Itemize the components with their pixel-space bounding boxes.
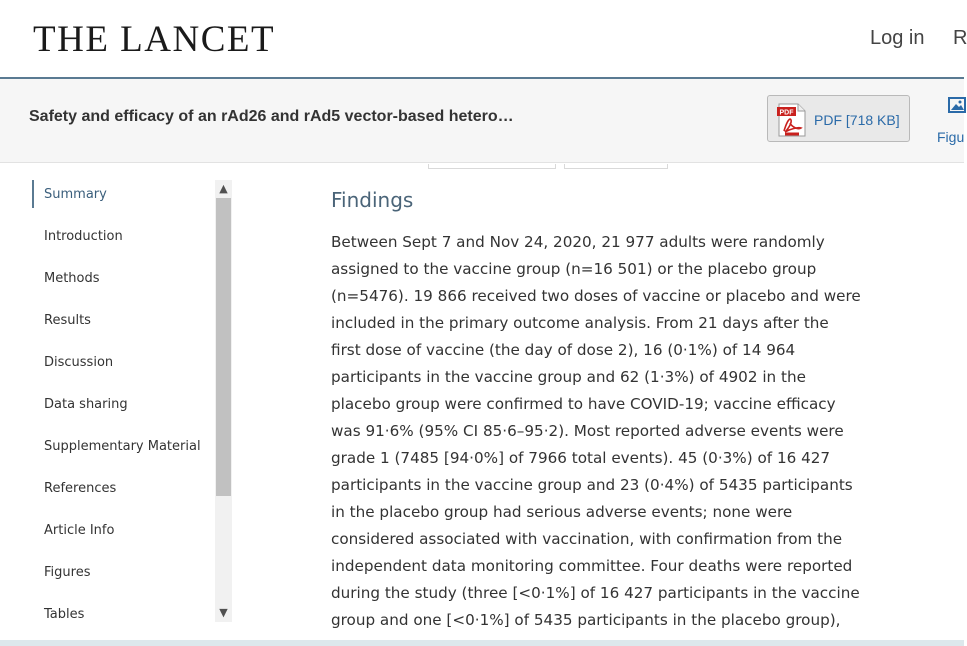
figures-image-icon[interactable] [948,97,966,113]
article-toolbar [0,79,964,163]
text-line: participants in the vaccine group and 62 (1·3%) of 4902 in the [331,368,806,386]
text-line: included in the primary outcome analysis. From 21 days after the [331,314,829,332]
active-section-indicator [32,180,34,208]
sidebar-item-results[interactable]: Results [44,313,91,328]
site-header [0,0,967,79]
text-line: was 91·6% (95% CI 85·6–95·2). Most reported adverse events were [331,422,844,440]
scroll-up-arrow-icon[interactable]: ▲ [219,182,228,195]
pdf-download-button[interactable] [767,95,910,142]
login-link[interactable]: Log in [870,27,925,49]
sidebar-item-figures[interactable]: Figures [44,565,91,580]
sidebar-item-data-sharing[interactable]: Data sharing [44,397,128,412]
findings-paragraph [331,229,861,634]
text-line: participants in the vaccine group and 23 (0·4%) of 5435 participants [331,476,853,494]
text-line: first dose of vaccine (the day of dose 2), 16 (0·1%) of 14 964 [331,341,796,359]
text-line: grade 1 (7485 [94·0%] of 7966 total events). 45 (0·3%) of 16 427 [331,449,831,467]
text-line: assigned to the vaccine group (n=16 501) or the placebo group [331,260,817,278]
text-line: placebo group were confirmed to have COVID-19; vaccine efficacy [331,395,836,413]
sidebar-item-introduction[interactable]: Introduction [44,229,123,244]
sidebar-item-supplementary-material[interactable]: Supplementary Material [44,439,201,454]
text-line: group and one [<0·1%] of 5435 participants in the placebo group), [331,611,841,629]
sidebar-item-article-info[interactable]: Article Info [44,523,115,538]
article-title: Safety and efficacy of an rAd26 and rAd5 vector-based hetero… [29,108,514,125]
sidebar-item-references[interactable]: References [44,481,117,496]
register-link[interactable]: R [953,27,967,49]
sidebar-item-summary[interactable]: Summary [44,187,107,202]
text-line: Between Sept 7 and Nov 24, 2020, 21 977 adults were randomly [331,233,825,251]
sidebar-item-methods[interactable]: Methods [44,271,100,286]
findings-heading: Findings [331,188,414,212]
lancet-logo[interactable]: THE LANCET [33,19,276,60]
figures-link[interactable]: Figu [937,129,965,145]
text-line: during the study (three [<0·1%] of 16 427 participants in the vaccine [331,584,860,602]
pdf-icon-text: PDF [779,109,794,117]
tab-stub [564,164,668,169]
text-line: independent data monitoring committee. Four deaths were reported [331,557,853,575]
sidebar-scrollbar-thumb[interactable] [216,198,231,496]
sidebar-item-tables[interactable]: Tables [44,607,85,622]
pdf-button-label: PDF [718 KB] [814,112,900,128]
pdf-file-icon [776,103,808,137]
tab-stub [428,164,556,169]
text-line: considered associated with vaccination, with confirmation from the [331,530,843,548]
text-line: (n=5476). 19 866 received two doses of vaccine or placebo and were [331,287,861,305]
page-bottom-edge [0,640,964,646]
text-line: in the placebo group had serious adverse events; none were [331,503,793,521]
scroll-down-arrow-icon[interactable]: ▼ [219,606,228,619]
sidebar-item-discussion[interactable]: Discussion [44,355,114,370]
